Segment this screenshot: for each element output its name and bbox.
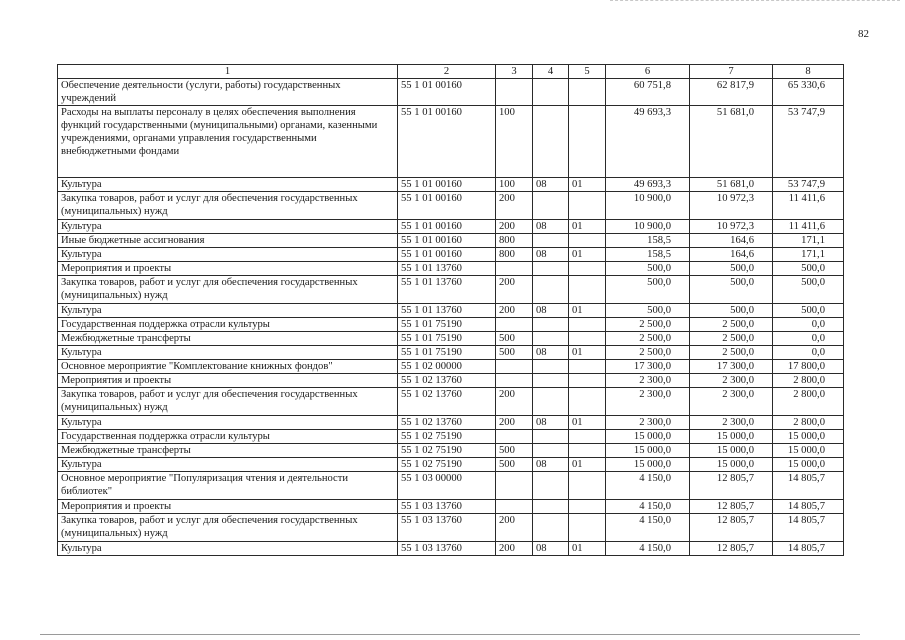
row-code-cell: 55 1 02 75190 (398, 430, 496, 444)
row-pr-cell (569, 234, 606, 248)
row-code-cell: 55 1 02 75190 (398, 458, 496, 472)
table-row (58, 106, 844, 178)
row-rz-cell: 08 (533, 220, 569, 234)
row-value-2024-cell: 2 300,0 (690, 374, 773, 388)
row-code-cell: 55 1 03 13760 (398, 514, 496, 542)
row-pr-cell (569, 79, 606, 106)
row-name-cell: Государственная поддержка отрасли культуры (58, 430, 398, 444)
row-vr-cell: 200 (496, 514, 533, 542)
row-code-cell: 55 1 01 00160 (398, 192, 496, 220)
row-rz-cell (533, 332, 569, 346)
row-value-2023-cell: 10 900,0 (606, 220, 690, 234)
row-value-2024-cell: 2 500,0 (690, 346, 773, 360)
row-value-2025-cell: 11 411,6 (773, 220, 844, 234)
table-row (58, 192, 844, 220)
header-cell: 7 (690, 65, 773, 79)
row-rz-cell: 08 (533, 542, 569, 556)
row-rz-cell (533, 262, 569, 276)
row-rz-cell (533, 430, 569, 444)
row-rz-cell (533, 360, 569, 374)
row-vr-cell (496, 262, 533, 276)
row-value-2023-cell: 4 150,0 (606, 472, 690, 500)
row-vr-cell: 200 (496, 388, 533, 416)
row-rz-cell: 08 (533, 248, 569, 262)
table-row (58, 514, 844, 542)
header-cell: 1 (58, 65, 398, 79)
row-name-cell: Иные бюджетные ассигнования (58, 234, 398, 248)
row-vr-cell (496, 360, 533, 374)
budget-table-container (57, 64, 844, 556)
row-value-2025-cell: 65 330,6 (773, 79, 844, 106)
row-code-cell: 55 1 01 75190 (398, 346, 496, 360)
page-number: 82 (858, 28, 869, 40)
table-row (58, 304, 844, 318)
row-name-cell: Закупка товаров, работ и услуг для обеспечения государственных (муниципальных) нужд (58, 276, 398, 304)
row-value-2024-cell: 10 972,3 (690, 192, 773, 220)
row-value-2024-cell: 2 500,0 (690, 318, 773, 332)
row-name-cell: Мероприятия и проекты (58, 262, 398, 276)
row-vr-cell (496, 79, 533, 106)
row-value-2023-cell: 158,5 (606, 248, 690, 262)
row-code-cell: 55 1 01 00160 (398, 248, 496, 262)
row-vr-cell: 500 (496, 444, 533, 458)
table-row (58, 500, 844, 514)
row-rz-cell (533, 234, 569, 248)
row-rz-cell: 08 (533, 304, 569, 318)
table-row (58, 318, 844, 332)
row-code-cell: 55 1 01 00160 (398, 234, 496, 248)
table-row (58, 262, 844, 276)
row-value-2023-cell: 17 300,0 (606, 360, 690, 374)
table-row (58, 458, 844, 472)
row-value-2023-cell: 60 751,8 (606, 79, 690, 106)
row-value-2025-cell: 53 747,9 (773, 178, 844, 192)
table-header-row (58, 65, 844, 79)
row-value-2025-cell: 500,0 (773, 276, 844, 304)
row-value-2025-cell: 2 800,0 (773, 388, 844, 416)
row-code-cell: 55 1 01 13760 (398, 304, 496, 318)
row-value-2024-cell: 500,0 (690, 262, 773, 276)
row-name-cell: Межбюджетные трансферты (58, 332, 398, 346)
header-cell: 5 (569, 65, 606, 79)
row-pr-cell (569, 500, 606, 514)
row-pr-cell: 01 (569, 178, 606, 192)
row-name-cell: Культура (58, 220, 398, 234)
row-value-2025-cell: 15 000,0 (773, 430, 844, 444)
row-value-2023-cell: 500,0 (606, 262, 690, 276)
row-pr-cell (569, 514, 606, 542)
table-row (58, 220, 844, 234)
row-value-2024-cell: 15 000,0 (690, 430, 773, 444)
row-vr-cell: 200 (496, 276, 533, 304)
row-value-2023-cell: 10 900,0 (606, 192, 690, 220)
row-rz-cell (533, 514, 569, 542)
table-row (58, 542, 844, 556)
row-vr-cell: 100 (496, 178, 533, 192)
row-name-cell: Культура (58, 304, 398, 318)
row-code-cell: 55 1 03 00000 (398, 472, 496, 500)
row-value-2023-cell: 2 500,0 (606, 346, 690, 360)
row-rz-cell (533, 79, 569, 106)
row-code-cell: 55 1 01 00160 (398, 106, 496, 178)
row-value-2024-cell: 500,0 (690, 304, 773, 318)
row-value-2025-cell: 11 411,6 (773, 192, 844, 220)
row-code-cell: 55 1 01 75190 (398, 332, 496, 346)
row-name-cell: Культура (58, 458, 398, 472)
row-vr-cell (496, 318, 533, 332)
table-row (58, 276, 844, 304)
row-value-2023-cell: 500,0 (606, 276, 690, 304)
header-cell: 4 (533, 65, 569, 79)
row-rz-cell (533, 318, 569, 332)
row-name-cell: Культура (58, 542, 398, 556)
scan-bottom-line (40, 634, 860, 635)
row-name-cell: Закупка товаров, работ и услуг для обеспечения государственных (муниципальных) нужд (58, 388, 398, 416)
row-pr-cell: 01 (569, 220, 606, 234)
row-code-cell: 55 1 02 13760 (398, 416, 496, 430)
row-name-cell: Обеспечение деятельности (услуги, работы) государственных учреждений (58, 79, 398, 106)
table-row (58, 346, 844, 360)
row-value-2025-cell: 500,0 (773, 304, 844, 318)
row-value-2025-cell: 15 000,0 (773, 444, 844, 458)
row-value-2024-cell: 2 300,0 (690, 388, 773, 416)
row-pr-cell (569, 444, 606, 458)
table-row (58, 360, 844, 374)
row-value-2025-cell: 53 747,9 (773, 106, 844, 178)
row-value-2024-cell: 2 500,0 (690, 332, 773, 346)
row-value-2023-cell: 2 300,0 (606, 374, 690, 388)
row-name-cell: Культура (58, 346, 398, 360)
row-rz-cell (533, 444, 569, 458)
row-code-cell: 55 1 02 00000 (398, 360, 496, 374)
row-code-cell: 55 1 02 13760 (398, 388, 496, 416)
row-value-2023-cell: 500,0 (606, 304, 690, 318)
row-vr-cell: 100 (496, 106, 533, 178)
row-value-2023-cell: 158,5 (606, 234, 690, 248)
row-code-cell: 55 1 01 00160 (398, 79, 496, 106)
row-code-cell: 55 1 01 75190 (398, 318, 496, 332)
row-value-2024-cell: 15 000,0 (690, 444, 773, 458)
row-value-2025-cell: 171,1 (773, 234, 844, 248)
row-value-2024-cell: 51 681,0 (690, 106, 773, 178)
row-name-cell: Культура (58, 178, 398, 192)
header-cell: 2 (398, 65, 496, 79)
row-code-cell: 55 1 01 00160 (398, 178, 496, 192)
budget-table (57, 64, 844, 556)
row-name-cell: Основное мероприятие "Комплектование книжных фондов" (58, 360, 398, 374)
row-pr-cell: 01 (569, 346, 606, 360)
row-vr-cell: 200 (496, 220, 533, 234)
row-vr-cell: 500 (496, 458, 533, 472)
row-name-cell: Расходы на выплаты персоналу в целях обеспечения выполнения функций государственными (муниципальными) органами, казенными учреждениями, органами управления государственными внебюджетными фондами (58, 106, 398, 178)
row-rz-cell (533, 192, 569, 220)
row-value-2025-cell: 171,1 (773, 248, 844, 262)
table-row (58, 374, 844, 388)
row-vr-cell: 800 (496, 234, 533, 248)
row-value-2023-cell: 49 693,3 (606, 178, 690, 192)
row-rz-cell (533, 500, 569, 514)
row-value-2023-cell: 2 500,0 (606, 332, 690, 346)
row-value-2023-cell: 15 000,0 (606, 430, 690, 444)
row-value-2023-cell: 4 150,0 (606, 542, 690, 556)
row-value-2025-cell: 14 805,7 (773, 500, 844, 514)
table-row (58, 444, 844, 458)
row-value-2023-cell: 15 000,0 (606, 444, 690, 458)
table-row (58, 178, 844, 192)
table-row (58, 430, 844, 444)
row-vr-cell (496, 374, 533, 388)
row-vr-cell (496, 430, 533, 444)
row-rz-cell (533, 374, 569, 388)
row-vr-cell: 500 (496, 346, 533, 360)
table-row (58, 332, 844, 346)
row-value-2024-cell: 12 805,7 (690, 542, 773, 556)
row-pr-cell: 01 (569, 416, 606, 430)
row-value-2024-cell: 51 681,0 (690, 178, 773, 192)
row-vr-cell: 200 (496, 542, 533, 556)
row-vr-cell: 200 (496, 304, 533, 318)
row-name-cell: Закупка товаров, работ и услуг для обеспечения государственных (муниципальных) нужд (58, 514, 398, 542)
row-code-cell: 55 1 03 13760 (398, 500, 496, 514)
row-code-cell: 55 1 01 00160 (398, 220, 496, 234)
row-value-2024-cell: 12 805,7 (690, 500, 773, 514)
scan-edge-mark (610, 0, 900, 1)
row-value-2024-cell: 164,6 (690, 248, 773, 262)
row-vr-cell: 200 (496, 416, 533, 430)
row-rz-cell (533, 106, 569, 178)
row-value-2023-cell: 15 000,0 (606, 458, 690, 472)
row-pr-cell (569, 430, 606, 444)
row-pr-cell (569, 106, 606, 178)
row-pr-cell (569, 374, 606, 388)
row-value-2024-cell: 164,6 (690, 234, 773, 248)
row-rz-cell (533, 276, 569, 304)
row-pr-cell (569, 276, 606, 304)
row-pr-cell (569, 332, 606, 346)
row-vr-cell (496, 472, 533, 500)
row-vr-cell: 500 (496, 332, 533, 346)
row-pr-cell (569, 360, 606, 374)
row-rz-cell (533, 472, 569, 500)
row-name-cell: Мероприятия и проекты (58, 500, 398, 514)
row-pr-cell (569, 388, 606, 416)
row-value-2023-cell: 49 693,3 (606, 106, 690, 178)
row-name-cell: Мероприятия и проекты (58, 374, 398, 388)
row-vr-cell: 200 (496, 192, 533, 220)
row-value-2024-cell: 12 805,7 (690, 514, 773, 542)
row-pr-cell (569, 262, 606, 276)
row-value-2025-cell: 500,0 (773, 262, 844, 276)
row-pr-cell: 01 (569, 458, 606, 472)
row-pr-cell: 01 (569, 248, 606, 262)
row-rz-cell: 08 (533, 178, 569, 192)
row-value-2025-cell: 0,0 (773, 346, 844, 360)
row-value-2025-cell: 2 800,0 (773, 374, 844, 388)
row-vr-cell: 800 (496, 248, 533, 262)
row-value-2024-cell: 12 805,7 (690, 472, 773, 500)
row-value-2025-cell: 2 800,0 (773, 416, 844, 430)
table-row (58, 79, 844, 106)
row-value-2025-cell: 14 805,7 (773, 542, 844, 556)
row-value-2025-cell: 14 805,7 (773, 472, 844, 500)
header-cell: 6 (606, 65, 690, 79)
row-value-2024-cell: 15 000,0 (690, 458, 773, 472)
row-value-2025-cell: 15 000,0 (773, 458, 844, 472)
row-value-2025-cell: 0,0 (773, 332, 844, 346)
row-code-cell: 55 1 01 13760 (398, 276, 496, 304)
row-rz-cell: 08 (533, 416, 569, 430)
row-code-cell: 55 1 03 13760 (398, 542, 496, 556)
row-vr-cell (496, 500, 533, 514)
table-row (58, 234, 844, 248)
row-rz-cell (533, 388, 569, 416)
row-value-2024-cell: 62 817,9 (690, 79, 773, 106)
row-pr-cell (569, 472, 606, 500)
row-value-2024-cell: 17 300,0 (690, 360, 773, 374)
row-value-2025-cell: 14 805,7 (773, 514, 844, 542)
row-value-2024-cell: 2 300,0 (690, 416, 773, 430)
table-row (58, 472, 844, 500)
row-value-2025-cell: 17 800,0 (773, 360, 844, 374)
row-value-2023-cell: 2 300,0 (606, 388, 690, 416)
row-code-cell: 55 1 01 13760 (398, 262, 496, 276)
table-row (58, 388, 844, 416)
row-pr-cell: 01 (569, 542, 606, 556)
row-value-2024-cell: 10 972,3 (690, 220, 773, 234)
header-cell: 3 (496, 65, 533, 79)
row-value-2024-cell: 500,0 (690, 276, 773, 304)
row-pr-cell (569, 192, 606, 220)
row-name-cell: Культура (58, 248, 398, 262)
row-rz-cell: 08 (533, 346, 569, 360)
row-name-cell: Основное мероприятие "Популяризация чтения и деятельности библиотек" (58, 472, 398, 500)
row-value-2023-cell: 4 150,0 (606, 500, 690, 514)
row-code-cell: 55 1 02 13760 (398, 374, 496, 388)
row-name-cell: Культура (58, 416, 398, 430)
row-pr-cell (569, 318, 606, 332)
row-name-cell: Закупка товаров, работ и услуг для обеспечения государственных (муниципальных) нужд (58, 192, 398, 220)
row-value-2025-cell: 0,0 (773, 318, 844, 332)
row-name-cell: Государственная поддержка отрасли культуры (58, 318, 398, 332)
row-value-2023-cell: 4 150,0 (606, 514, 690, 542)
row-name-cell: Межбюджетные трансферты (58, 444, 398, 458)
row-value-2023-cell: 2 300,0 (606, 416, 690, 430)
row-value-2023-cell: 2 500,0 (606, 318, 690, 332)
header-cell: 8 (773, 65, 844, 79)
row-pr-cell: 01 (569, 304, 606, 318)
row-rz-cell: 08 (533, 458, 569, 472)
row-code-cell: 55 1 02 75190 (398, 444, 496, 458)
table-row (58, 416, 844, 430)
table-row (58, 248, 844, 262)
